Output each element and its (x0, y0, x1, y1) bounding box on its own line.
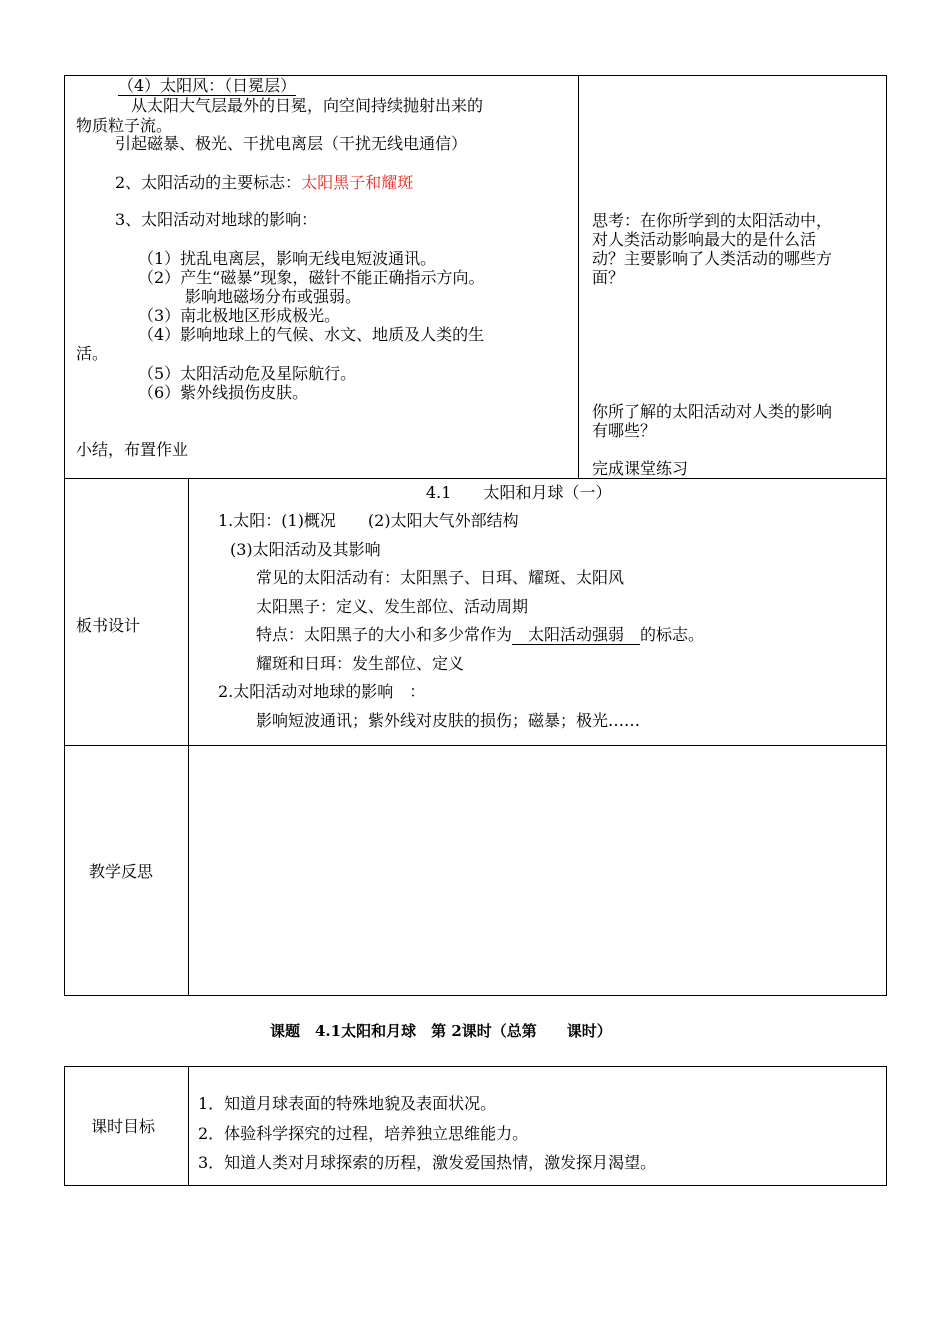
impact-4: （4）影响地球上的气候、水文、地质及人类的生 (138, 325, 485, 344)
impact-4-cont: 活。 (76, 344, 109, 363)
solar-wind-heading: （4）太阳风：（日冕层） (118, 76, 297, 95)
goal-item-2: 2．体验科学探究的过程，培养独立思维能力。 (198, 1124, 529, 1143)
board-label-divider (188, 478, 189, 996)
activity-sign-label: 2、太阳活动的主要标志： (115, 173, 302, 192)
goal-item-3: 3．知道人类对月球探索的历程，激发爱国热情，激发探月渴望。 (198, 1153, 657, 1172)
board-line-sunspot: 太阳黑子：定义、发生部位、活动周期 (256, 597, 529, 616)
think-question-3: 动？主要影响了人类活动的哪些方 (592, 249, 833, 268)
activity-sign (115, 173, 413, 192)
board-reflection-divider (64, 745, 887, 746)
board-label: 板书设计 (76, 616, 141, 635)
top-table-divider (578, 75, 579, 479)
board-line-sun: 1.太阳：(1)概况 (2)太阳大气外部结构 (218, 511, 519, 530)
goals-label-divider (188, 1066, 189, 1186)
impact-question-2: 有哪些？ (592, 421, 657, 440)
think-question-4: 面？ (592, 268, 625, 287)
board-line-activity: (3)太阳活动及其影响 (230, 540, 381, 559)
impact-heading: 3、太阳活动对地球的影响： (115, 210, 318, 229)
think-question-1: 思考：在你所学到的太阳活动中， (592, 211, 833, 230)
board-line-common: 常见的太阳活动有：太阳黑子、日珥、耀斑、太阳风 (256, 568, 625, 587)
feature-text: 特点：太阳黑子的大小和多少常作为 (256, 625, 513, 644)
summary-homework: 小结，布置作业 (76, 440, 189, 459)
feature-blank-answer: 太阳活动强弱 (512, 625, 641, 644)
reflection-label: 教学反思 (89, 862, 154, 881)
lesson2-title: 课题 4.1太阳和月球 第 2课时（总第 课时） (270, 1022, 612, 1040)
solar-wind-def-2: 物质粒子流。 (76, 116, 173, 135)
impact-2-cont: 影响地磁场分布或强弱。 (185, 287, 362, 306)
solar-wind-def-1: 从太阳大气层最外的日冕，向空间持续抛射出来的 (131, 96, 484, 115)
class-exercise: 完成课堂练习 (592, 459, 689, 478)
board-line-impact: 2.太阳活动对地球的影响 ： (218, 682, 426, 701)
impact-question-1: 你所了解的太阳活动对人类的影响 (592, 402, 833, 421)
feature-text-end: 的标志。 (640, 625, 705, 644)
board-line-effects: 影响短波通讯；紫外线对皮肤的损伤；磁暴；极光…… (256, 711, 641, 730)
activity-sign-highlight: 太阳黑子和耀斑 (301, 173, 414, 192)
board-title: 4.1 太阳和月球（一） (426, 483, 612, 502)
impact-3: （3）南北极地区形成极光。 (138, 306, 341, 325)
think-question-2: 对人类活动影响最大的是什么活 (592, 230, 817, 249)
board-line-flare: 耀斑和日珥：发生部位、定义 (256, 654, 465, 673)
board-line-feature (256, 625, 704, 644)
goals-label: 课时目标 (91, 1117, 156, 1136)
impact-2: （2）产生“磁暴”现象，磁针不能正确指示方向。 (138, 268, 485, 287)
goal-item-1: 1．知道月球表面的特殊地貌及表面状况。 (198, 1094, 497, 1113)
solar-wind-effects: 引起磁暴、极光、干扰电离层（干扰无线电通信） (115, 134, 468, 153)
impact-5: （5）太阳活动危及星际航行。 (138, 364, 357, 383)
impact-1: （1）扰乱电离层，影响无线电短波通讯。 (138, 249, 437, 268)
impact-6: （6）紫外线损伤皮肤。 (138, 383, 309, 402)
